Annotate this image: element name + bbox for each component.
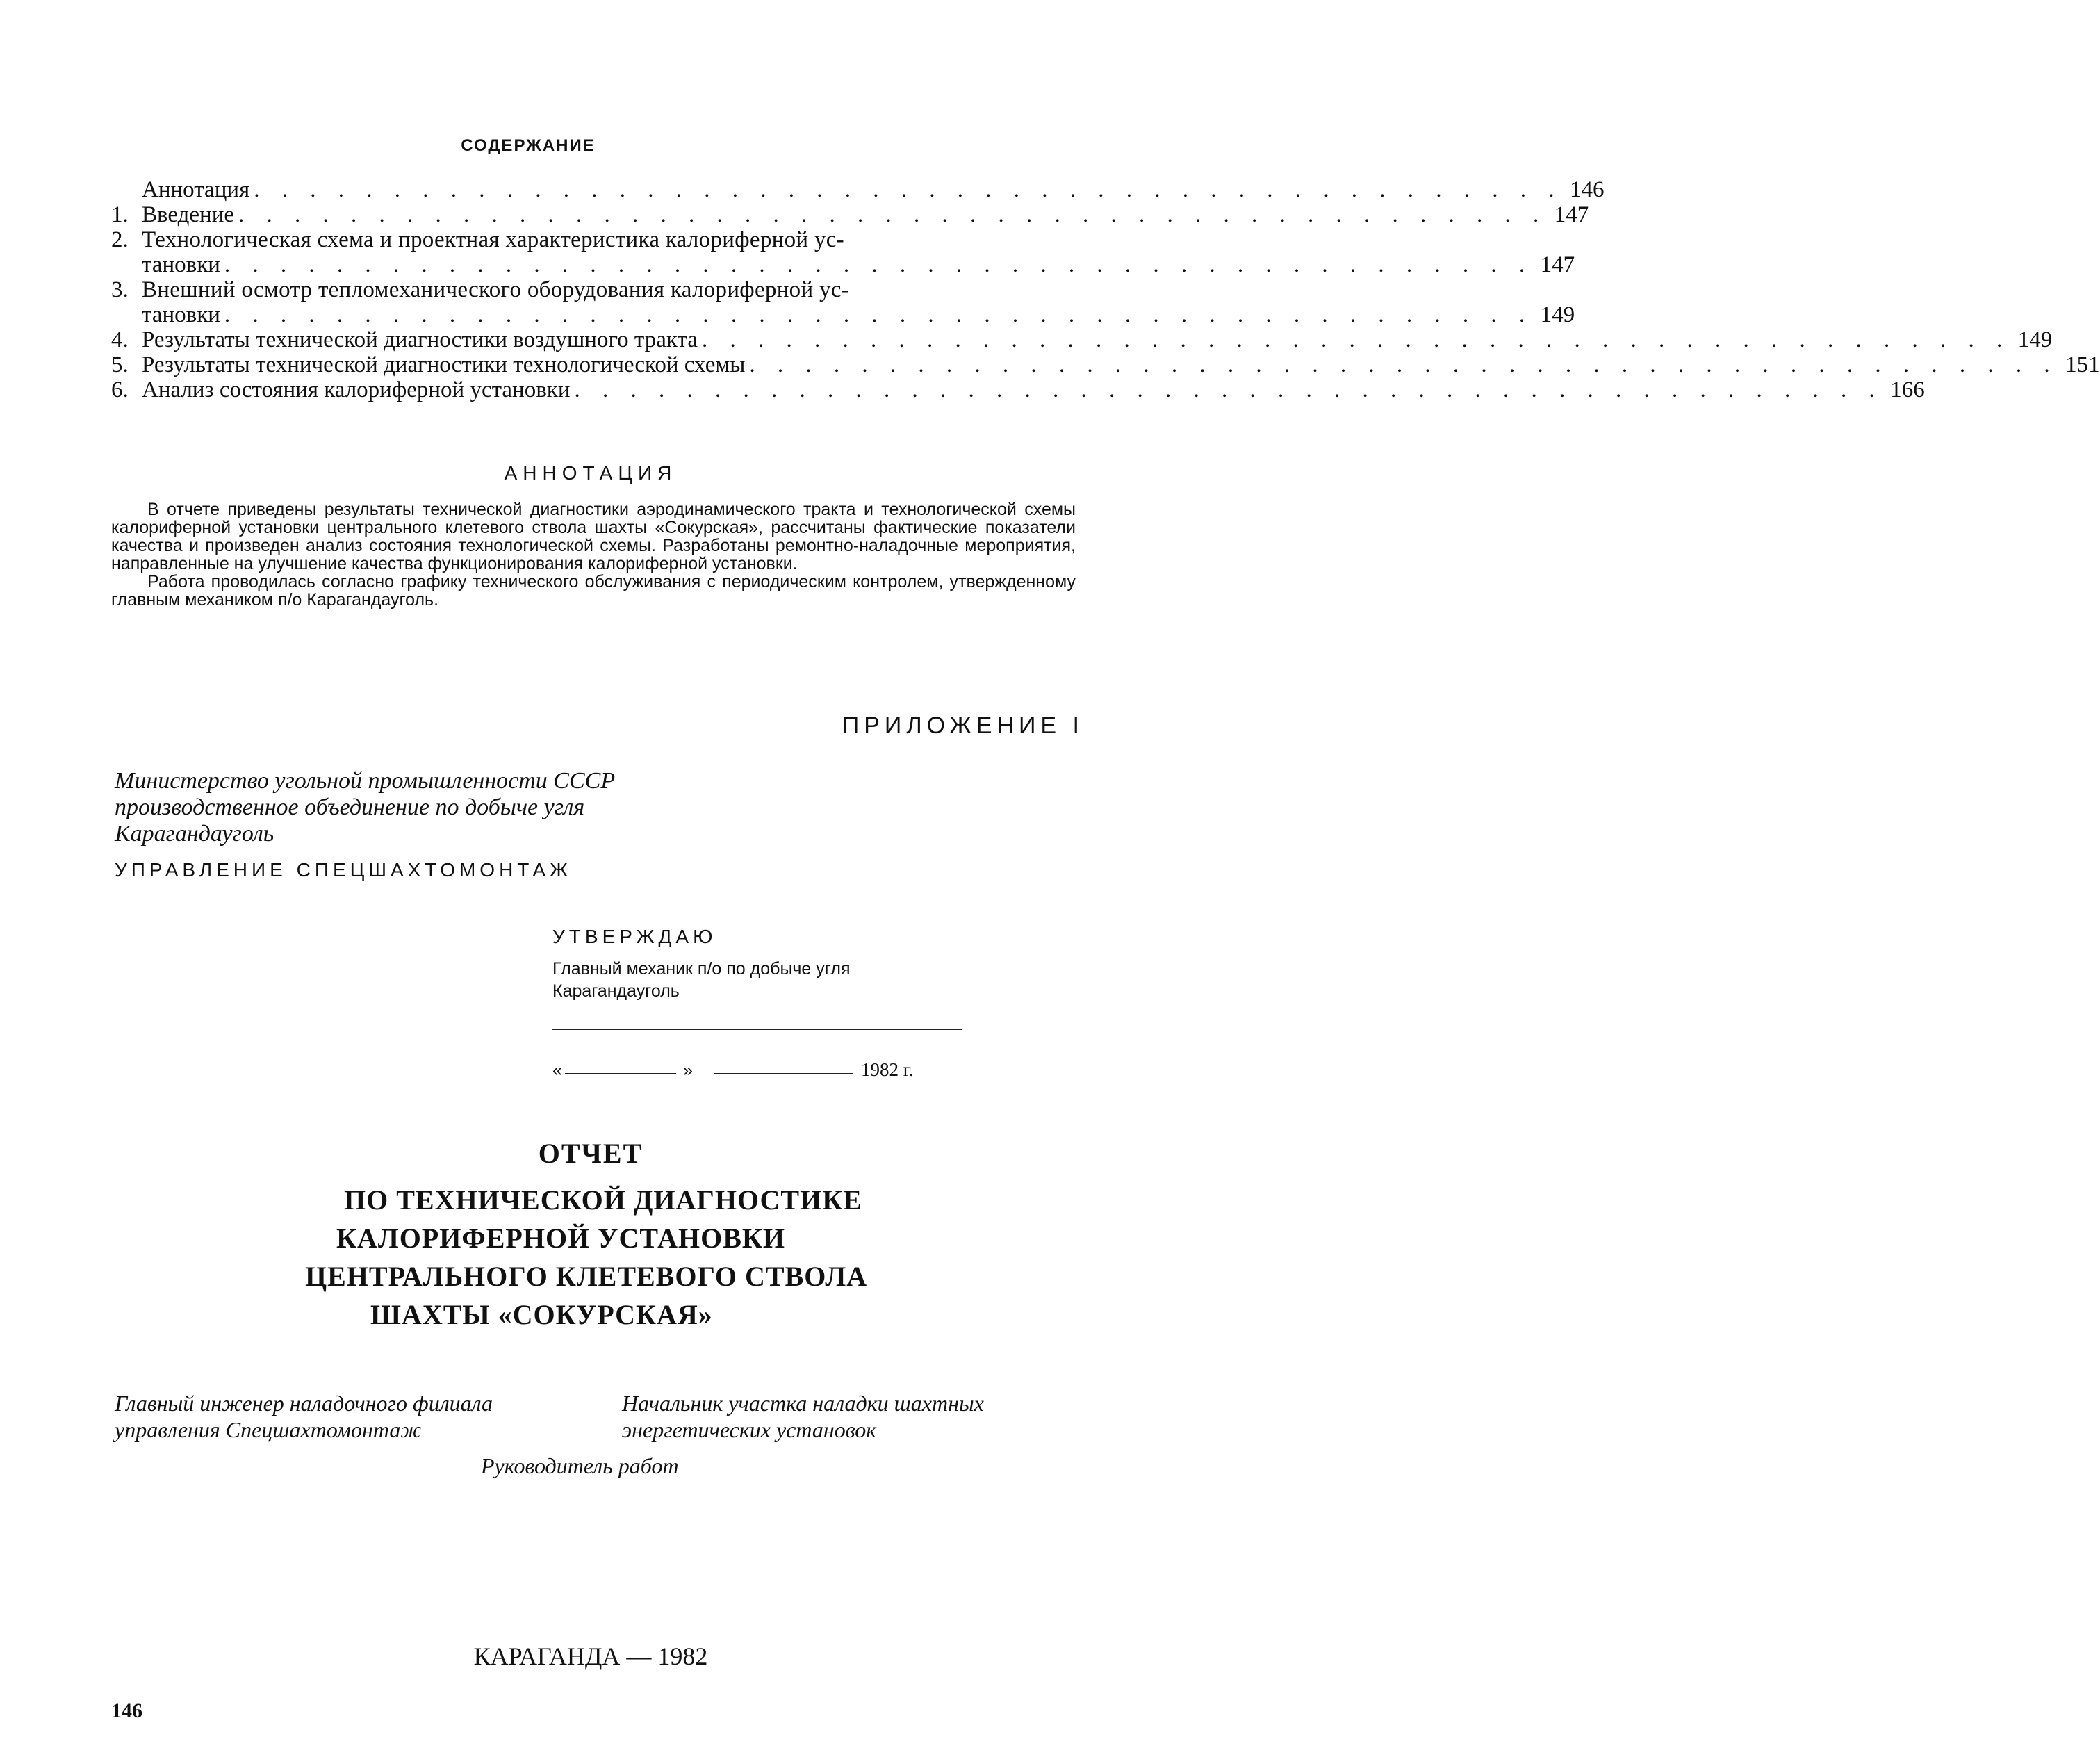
day-blank-line xyxy=(565,1073,676,1074)
toc-leader-dots: . . . . . . . . . . . . . . . . . . . . . . . . . . . . . . . . . . . . . . . . . . . . . . . xyxy=(254,177,1563,202)
signatory-right xyxy=(622,1390,984,1443)
toc-item-num xyxy=(111,177,142,202)
toc-item-6 xyxy=(111,377,1925,402)
toc-item-4 xyxy=(111,327,2053,352)
month-blank-line xyxy=(714,1073,853,1074)
quote-open: « xyxy=(552,1061,562,1080)
ministry-line: производственное объединение по добыче угля xyxy=(115,794,585,820)
toc-item-title-cont: тановки xyxy=(142,302,220,327)
toc-item-page: 149 xyxy=(1540,302,1575,327)
annotation-heading: АННОТАЦИЯ xyxy=(504,462,678,484)
work-supervisor: Руководитель работ xyxy=(481,1453,679,1478)
toc-item-title: Внешний осмотр тепломеханического оборудования калориферной ус- xyxy=(142,277,850,302)
toc-leader-dots: . . . . . . . . . . . . . . . . . . . . . . . . . . . . . . . . . . . . . . . . . . . . . . . xyxy=(574,377,1883,402)
toc-item-title: Введение xyxy=(142,202,235,227)
toc-item-3 xyxy=(111,277,1056,302)
report-title-line: ШАХТЫ «СОКУРСКАЯ» xyxy=(370,1299,713,1330)
approver-position-line: Карагандауголь xyxy=(552,981,680,1001)
annotation-body xyxy=(111,500,1076,609)
toc-item-annotation xyxy=(111,177,1605,202)
toc-item-title: Результаты технической диагностики воздушного тракта xyxy=(142,327,698,352)
quote-close: » xyxy=(683,1061,693,1080)
report-title-line: ПО ТЕХНИЧЕСКОЙ ДИАГНОСТИКЕ xyxy=(344,1184,862,1216)
signatory-right-line: Начальник участка наладки шахтных xyxy=(622,1391,984,1416)
toc-leader-dots: . . . . . . . . . . . . . . . . . . . . . . . . . . . . . . . . . . . . . . . . . . . . . . . xyxy=(224,302,1534,327)
appendix-label: ПРИЛОЖЕНИЕ I xyxy=(842,712,1084,739)
contents-heading: СОДЕРЖАНИЕ xyxy=(461,136,596,155)
approval-date-row xyxy=(552,1055,969,1083)
report-title-line: ЦЕНТРАЛЬНОГО КЛЕТЕВОГО СТВОЛА xyxy=(305,1261,868,1292)
signatory-right-line: энергетических установок xyxy=(622,1417,877,1442)
signatory-left-line: Главный инженер наладочного филиала xyxy=(115,1391,493,1416)
toc-item-page: 151 xyxy=(2065,352,2100,377)
annotation-paragraph: В отчете приведены результаты технической диагностики аэродинамического тракта и технологической схемы калориферной установки центрального клетевого ствола шахты «Сокурская», рассчитаны фактические показатели качества и произведен анализ состояния технологической схемы. Разработаны ремонтно-наладочные мероприятия, направленные на улучшение качества функционирования калориферной установки. xyxy=(111,500,1076,573)
ministry-line: Карагандауголь xyxy=(115,821,274,847)
toc-item-1 xyxy=(111,202,1589,227)
toc-item-page: 166 xyxy=(1890,377,1925,402)
toc-item-page: 147 xyxy=(1540,252,1575,277)
toc-item-num: 6. xyxy=(111,377,129,402)
toc-leader-dots: . . . . . . . . . . . . . . . . . . . . . . . . . . . . . . . . . . . . . . . . . . . . . . . xyxy=(238,202,1548,227)
page-number: 146 xyxy=(111,1699,142,1722)
toc-item-page: 146 xyxy=(1569,177,1605,202)
approver-position-line: Главный механик п/о по добыче угля xyxy=(552,959,851,979)
city-year: КАРАГАНДА — 1982 xyxy=(473,1642,708,1670)
signatory-left-line: управления Спецшахтомонтаж xyxy=(115,1417,422,1442)
approver-position xyxy=(552,958,850,1002)
toc-item-page: 149 xyxy=(2017,327,2053,352)
toc-item-num: 5. xyxy=(111,352,129,377)
toc-item-2 xyxy=(111,227,1056,252)
toc-item-title: Анализ состояния калориферной установки xyxy=(142,377,571,402)
ministry-line: Министерство угольной промышленности СССР xyxy=(115,768,616,794)
toc-item-num: 4. xyxy=(111,327,129,352)
toc-item-num: 3. xyxy=(111,277,129,302)
toc-item-page: 147 xyxy=(1554,202,1589,227)
ministry-block xyxy=(115,768,740,847)
toc-item-title: Технологическая схема и проектная характеристика калориферной ус- xyxy=(142,227,844,252)
toc-item-num: 1. xyxy=(111,202,129,227)
department-name: УПРАВЛЕНИЕ СПЕЦШАХТОМОНТАЖ xyxy=(115,859,573,881)
toc-item-title-cont: тановки xyxy=(142,252,220,277)
toc-item-title: Аннотация xyxy=(142,177,250,202)
toc-leader-dots: . . . . . . . . . . . . . . . . . . . . . . . . . . . . . . . . . . . . . . . . . . . . . . . xyxy=(701,327,2011,352)
toc-item-num: 2. xyxy=(111,227,129,252)
approval-year: 1982 г. xyxy=(861,1059,914,1080)
toc-item-3-cont xyxy=(142,302,1575,327)
signature-line xyxy=(552,1029,962,1030)
toc-leader-dots: . . . . . . . . . . . . . . . . . . . . . . . . . . . . . . . . . . . . . . . . . . . . . . . xyxy=(749,352,2058,377)
toc-item-5 xyxy=(111,352,2100,377)
annotation-paragraph: Работа проводилась согласно графику технического обслуживания с периодическим контролем, утвержденному главным механиком п/о Карагандауголь. xyxy=(111,572,1076,610)
report-title-line: КАЛОРИФЕРНОЙ УСТАНОВКИ xyxy=(336,1223,786,1254)
report-word: ОТЧЕТ xyxy=(538,1138,643,1169)
toc-leader-dots: . . . . . . . . . . . . . . . . . . . . . . . . . . . . . . . . . . . . . . . . . . . . . . . xyxy=(224,252,1534,277)
approval-heading: УТВЕРЖДАЮ xyxy=(552,926,717,947)
signatory-left xyxy=(115,1390,493,1443)
toc-item-title: Результаты технической диагностики технологической схемы xyxy=(142,352,746,377)
toc-item-2-cont xyxy=(142,252,1575,277)
